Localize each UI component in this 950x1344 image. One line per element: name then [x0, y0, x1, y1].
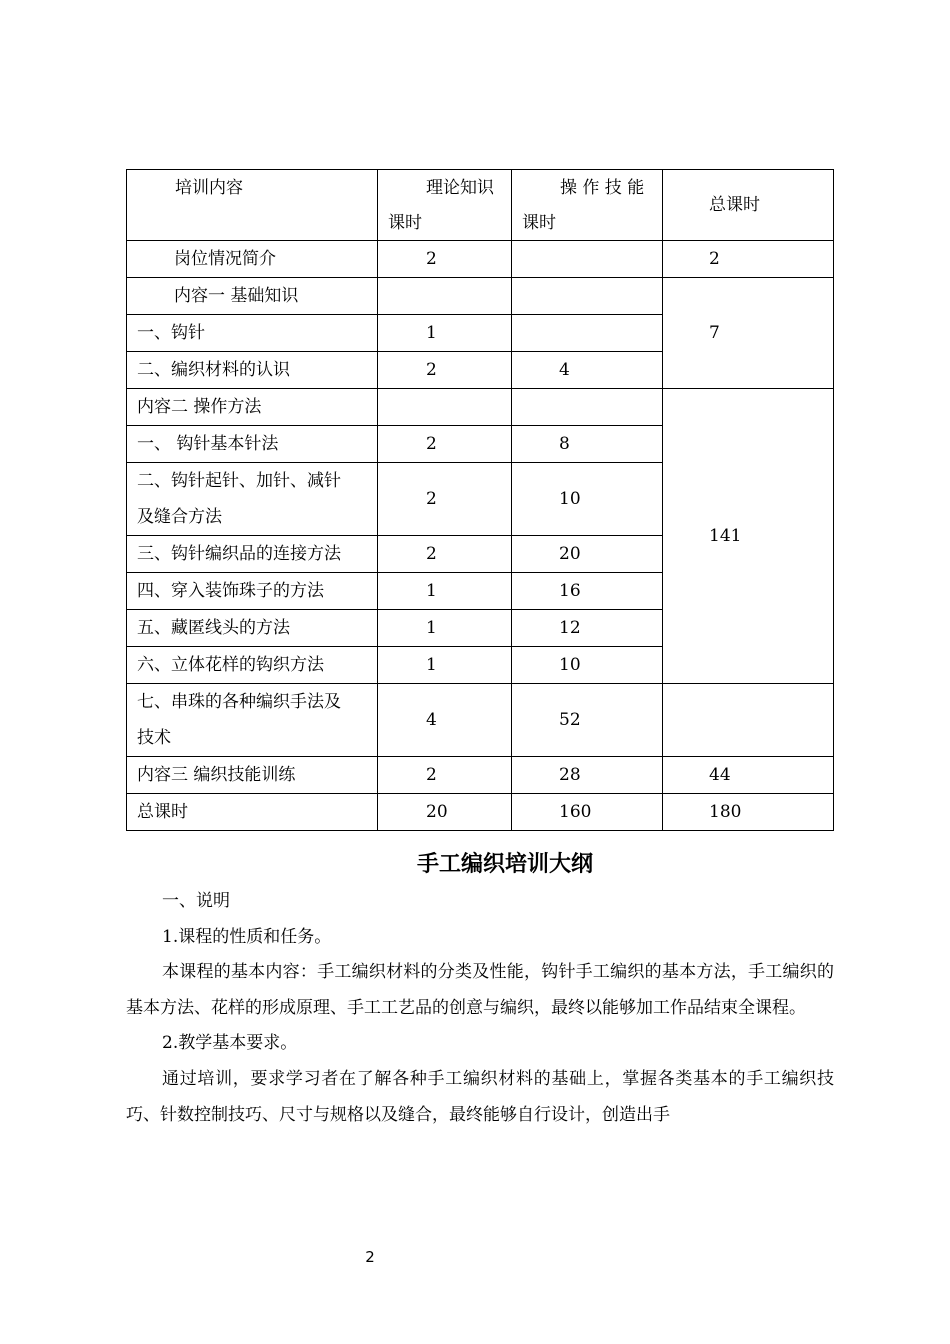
practice-cell: 4 — [512, 352, 663, 389]
theory-cell: 2 — [378, 426, 512, 463]
paragraph: 本课程的基本内容：手工编织材料的分类及性能，钩针手工编织的基本方法，手工编织的基本方法、花样的形成原理、手工工艺品的创意与编织，最终以能够加工作品结束全课程。 — [126, 962, 834, 1018]
row-label: 岗位情况简介 — [127, 241, 378, 278]
paragraph: 通过培训，要求学习者在了解各种手工编织材料的基础上，掌握各类基本的手工编织技巧、针数控制技巧、尺寸与规格以及缝合，最终能够自行设计，创造出手 — [126, 1068, 834, 1125]
total-cell — [663, 684, 834, 757]
row-label: 内容三 编织技能训练 — [127, 757, 378, 794]
total-cell: 2 — [663, 241, 834, 278]
row-label: 七、串珠的各种编织手法及 技术 — [127, 684, 378, 757]
table-row — [127, 389, 834, 426]
row-label: 总课时 — [127, 794, 378, 831]
theory-cell: 1 — [378, 573, 512, 610]
theory-cell: 1 — [378, 315, 512, 352]
row-label: 五、藏匿线头的方法 — [127, 610, 378, 647]
row-label: 二、钩针起针、加针、减针 及缝合方法 — [127, 463, 378, 536]
row-label: 内容一 基础知识 — [127, 278, 378, 315]
theory-cell: 2 — [378, 757, 512, 794]
practice-cell — [512, 241, 663, 278]
total-cell: 44 — [663, 757, 834, 794]
practice-cell: 10 — [512, 463, 663, 536]
group-total-operations: 141 — [663, 389, 834, 684]
theory-cell — [378, 278, 512, 315]
row-label: 三、钩针编织品的连接方法 — [127, 536, 378, 573]
section-heading: 一、说明 — [162, 891, 230, 911]
practice-cell: 52 — [512, 684, 663, 757]
header-content: 培训内容 — [127, 170, 378, 241]
row-label: 四、穿入装饰珠子的方法 — [127, 573, 378, 610]
practice-cell: 160 — [512, 794, 663, 831]
outline-title: 手工编织培训大纲 — [416, 852, 593, 877]
header-total-hours: 总课时 — [663, 170, 834, 241]
theory-cell: 1 — [378, 610, 512, 647]
practice-cell: 10 — [512, 647, 663, 684]
practice-cell — [512, 315, 663, 352]
page-number: 2 — [365, 1248, 375, 1266]
theory-cell: 1 — [378, 647, 512, 684]
total-cell: 180 — [663, 794, 834, 831]
theory-cell: 4 — [378, 684, 512, 757]
subsection-heading: 2.教学基本要求。 — [162, 1033, 298, 1054]
row-label: 一、 钩针基本针法 — [127, 426, 378, 463]
row-label: 一、钩针 — [127, 315, 378, 352]
subsection-heading: 1.课程的性质和任务。 — [162, 926, 332, 947]
theory-cell — [378, 389, 512, 426]
row-label: 六、立体花样的钩织方法 — [127, 647, 378, 684]
practice-cell: 20 — [512, 536, 663, 573]
group-total-basics: 7 — [663, 278, 834, 389]
table-row — [127, 757, 834, 794]
table-header-row — [127, 170, 834, 241]
theory-cell: 2 — [378, 241, 512, 278]
row-label: 内容二 操作方法 — [127, 389, 378, 426]
table-row — [127, 684, 834, 757]
practice-cell: 28 — [512, 757, 663, 794]
course-hours-table — [126, 169, 834, 831]
theory-cell: 20 — [378, 794, 512, 831]
theory-cell: 2 — [378, 536, 512, 573]
practice-cell — [512, 389, 663, 426]
practice-cell: 16 — [512, 573, 663, 610]
outline-body — [126, 884, 834, 1133]
practice-cell: 8 — [512, 426, 663, 463]
theory-cell: 2 — [378, 352, 512, 389]
header-theory-hours: 理论知识 课时 — [378, 170, 512, 241]
table-total-row — [127, 794, 834, 831]
table-row — [127, 241, 834, 278]
header-practice-hours: 操 作 技 能 课时 — [512, 170, 663, 241]
theory-cell: 2 — [378, 463, 512, 536]
row-label: 二、编织材料的认识 — [127, 352, 378, 389]
practice-cell: 12 — [512, 610, 663, 647]
table-row — [127, 278, 834, 315]
practice-cell — [512, 278, 663, 315]
